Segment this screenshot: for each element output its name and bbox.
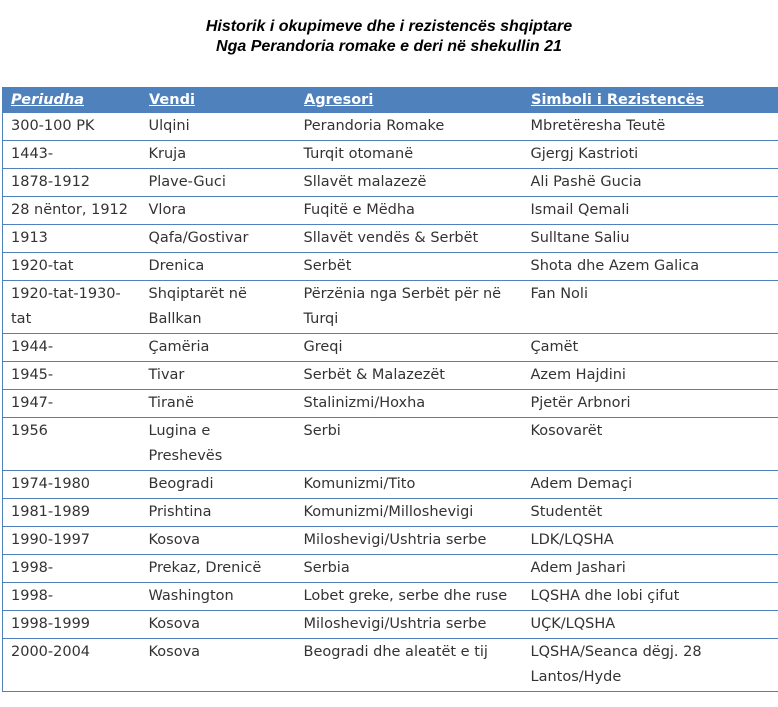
table-row: [3, 113, 778, 141]
place-cell: Drenica: [141, 253, 296, 281]
resistance-symbol-cell: Shota dhe Azem Galica: [523, 253, 778, 281]
table-row: [3, 639, 778, 692]
resistance-symbol-cell: LQSHA dhe lobi çifut: [523, 583, 778, 611]
aggressor-cell: Miloshevigi/Ushtria serbe: [296, 527, 523, 555]
place-cell: Prishtina: [141, 499, 296, 527]
resistance-symbol-cell: LQSHA/Seanca dëgj. 28 Lantos/Hyde: [523, 639, 778, 692]
place-cell: Çamëria: [141, 334, 296, 362]
resistance-symbol-cell: Sulltane Saliu: [523, 225, 778, 253]
period-cell: 1998-: [3, 583, 141, 611]
table-row: [3, 471, 778, 499]
place-cell: Qafa/Gostivar: [141, 225, 296, 253]
place-cell: Tiranë: [141, 390, 296, 418]
period-cell: 1998-: [3, 555, 141, 583]
aggressor-cell: Lobet greke, serbe dhe ruse: [296, 583, 523, 611]
table-row: [3, 390, 778, 418]
place-cell: Vlora: [141, 197, 296, 225]
aggressor-cell: Serbia: [296, 555, 523, 583]
resistance-symbol-cell: Ali Pashë Gucia: [523, 169, 778, 197]
place-cell: Kosova: [141, 611, 296, 639]
resistance-symbol-cell: Pjetër Arbnori: [523, 390, 778, 418]
place-cell: Tivar: [141, 362, 296, 390]
table-row: [3, 611, 778, 639]
header-row: [3, 87, 778, 113]
resistance-symbol-cell: Çamët: [523, 334, 778, 362]
period-cell: 1981-1989: [3, 499, 141, 527]
resistance-symbol-cell: UÇK/LQSHA: [523, 611, 778, 639]
period-cell: 1974-1980: [3, 471, 141, 499]
history-table: [2, 87, 778, 692]
title-block: [0, 0, 778, 71]
period-cell: 1945-: [3, 362, 141, 390]
place-cell: Prekaz, Drenicë: [141, 555, 296, 583]
period-cell: 1913: [3, 225, 141, 253]
period-cell: 1878-1912: [3, 169, 141, 197]
aggressor-cell: Sllavët vendës & Serbët: [296, 225, 523, 253]
column-header-periudha[interactable]: Periudha: [3, 87, 141, 113]
aggressor-cell: Sllavët malazezë: [296, 169, 523, 197]
table-row: [3, 499, 778, 527]
resistance-symbol-cell: Studentët: [523, 499, 778, 527]
column-header-vendi[interactable]: Vendi: [141, 87, 296, 113]
period-cell: 2000-2004: [3, 639, 141, 692]
place-cell: Kruja: [141, 141, 296, 169]
place-cell: Plave-Guci: [141, 169, 296, 197]
resistance-symbol-cell: LDK/LQSHA: [523, 527, 778, 555]
resistance-symbol-cell: Fan Noli: [523, 281, 778, 334]
aggressor-cell: Serbët & Malazezët: [296, 362, 523, 390]
aggressor-cell: Përzënia nga Serbët për në Turqi: [296, 281, 523, 334]
table-row: [3, 555, 778, 583]
aggressor-cell: Greqi: [296, 334, 523, 362]
table-row: [3, 527, 778, 555]
table-row: [3, 281, 778, 334]
aggressor-cell: Turqit otomanë: [296, 141, 523, 169]
period-cell: 1920-tat-1930-tat: [3, 281, 141, 334]
aggressor-cell: Komunizmi/Milloshevigi: [296, 499, 523, 527]
resistance-symbol-cell: Adem Jashari: [523, 555, 778, 583]
period-cell: 1443-: [3, 141, 141, 169]
resistance-symbol-cell: Azem Hajdini: [523, 362, 778, 390]
table-body: [3, 113, 778, 692]
period-cell: 1998-1999: [3, 611, 141, 639]
aggressor-cell: Beogradi dhe aleatët e tij: [296, 639, 523, 692]
period-cell: 300-100 PK: [3, 113, 141, 141]
table-row: [3, 418, 778, 471]
table-row: [3, 197, 778, 225]
period-cell: 1990-1997: [3, 527, 141, 555]
period-cell: 1944-: [3, 334, 141, 362]
column-header-agresori[interactable]: Agresori: [296, 87, 523, 113]
period-cell: 1956: [3, 418, 141, 471]
period-cell: 28 nëntor, 1912: [3, 197, 141, 225]
aggressor-cell: Stalinizmi/Hoxha: [296, 390, 523, 418]
resistance-symbol-cell: Gjergj Kastrioti: [523, 141, 778, 169]
place-cell: Kosova: [141, 527, 296, 555]
resistance-symbol-cell: Kosovarët: [523, 418, 778, 471]
aggressor-cell: Miloshevigi/Ushtria serbe: [296, 611, 523, 639]
resistance-symbol-cell: Ismail Qemali: [523, 197, 778, 225]
table-row: [3, 362, 778, 390]
table-row: [3, 334, 778, 362]
place-cell: Shqiptarët në Ballkan: [141, 281, 296, 334]
place-cell: Beogradi: [141, 471, 296, 499]
place-cell: Kosova: [141, 639, 296, 692]
place-cell: Ulqini: [141, 113, 296, 141]
aggressor-cell: Fuqitë e Mëdha: [296, 197, 523, 225]
place-cell: Washington: [141, 583, 296, 611]
table-row: [3, 225, 778, 253]
resistance-symbol-cell: Mbretëresha Teutë: [523, 113, 778, 141]
column-header-simboli[interactable]: Simboli i Rezistencës: [523, 87, 778, 113]
page-title: Historik i okupimeve dhe i rezistencës shqiptare: [205, 18, 573, 35]
place-cell: Lugina e Preshevës: [141, 418, 296, 471]
period-cell: 1920-tat: [3, 253, 141, 281]
aggressor-cell: Serbët: [296, 253, 523, 281]
aggressor-cell: Serbi: [296, 418, 523, 471]
table-row: [3, 141, 778, 169]
period-cell: 1947-: [3, 390, 141, 418]
aggressor-cell: Komunizmi/Tito: [296, 471, 523, 499]
table-row: [3, 169, 778, 197]
table-row: [3, 253, 778, 281]
page-subtitle: Nga Perandoria romake e deri në shekullin 21: [216, 38, 562, 55]
table-row: [3, 583, 778, 611]
resistance-symbol-cell: Adem Demaçi: [523, 471, 778, 499]
aggressor-cell: Perandoria Romake: [296, 113, 523, 141]
